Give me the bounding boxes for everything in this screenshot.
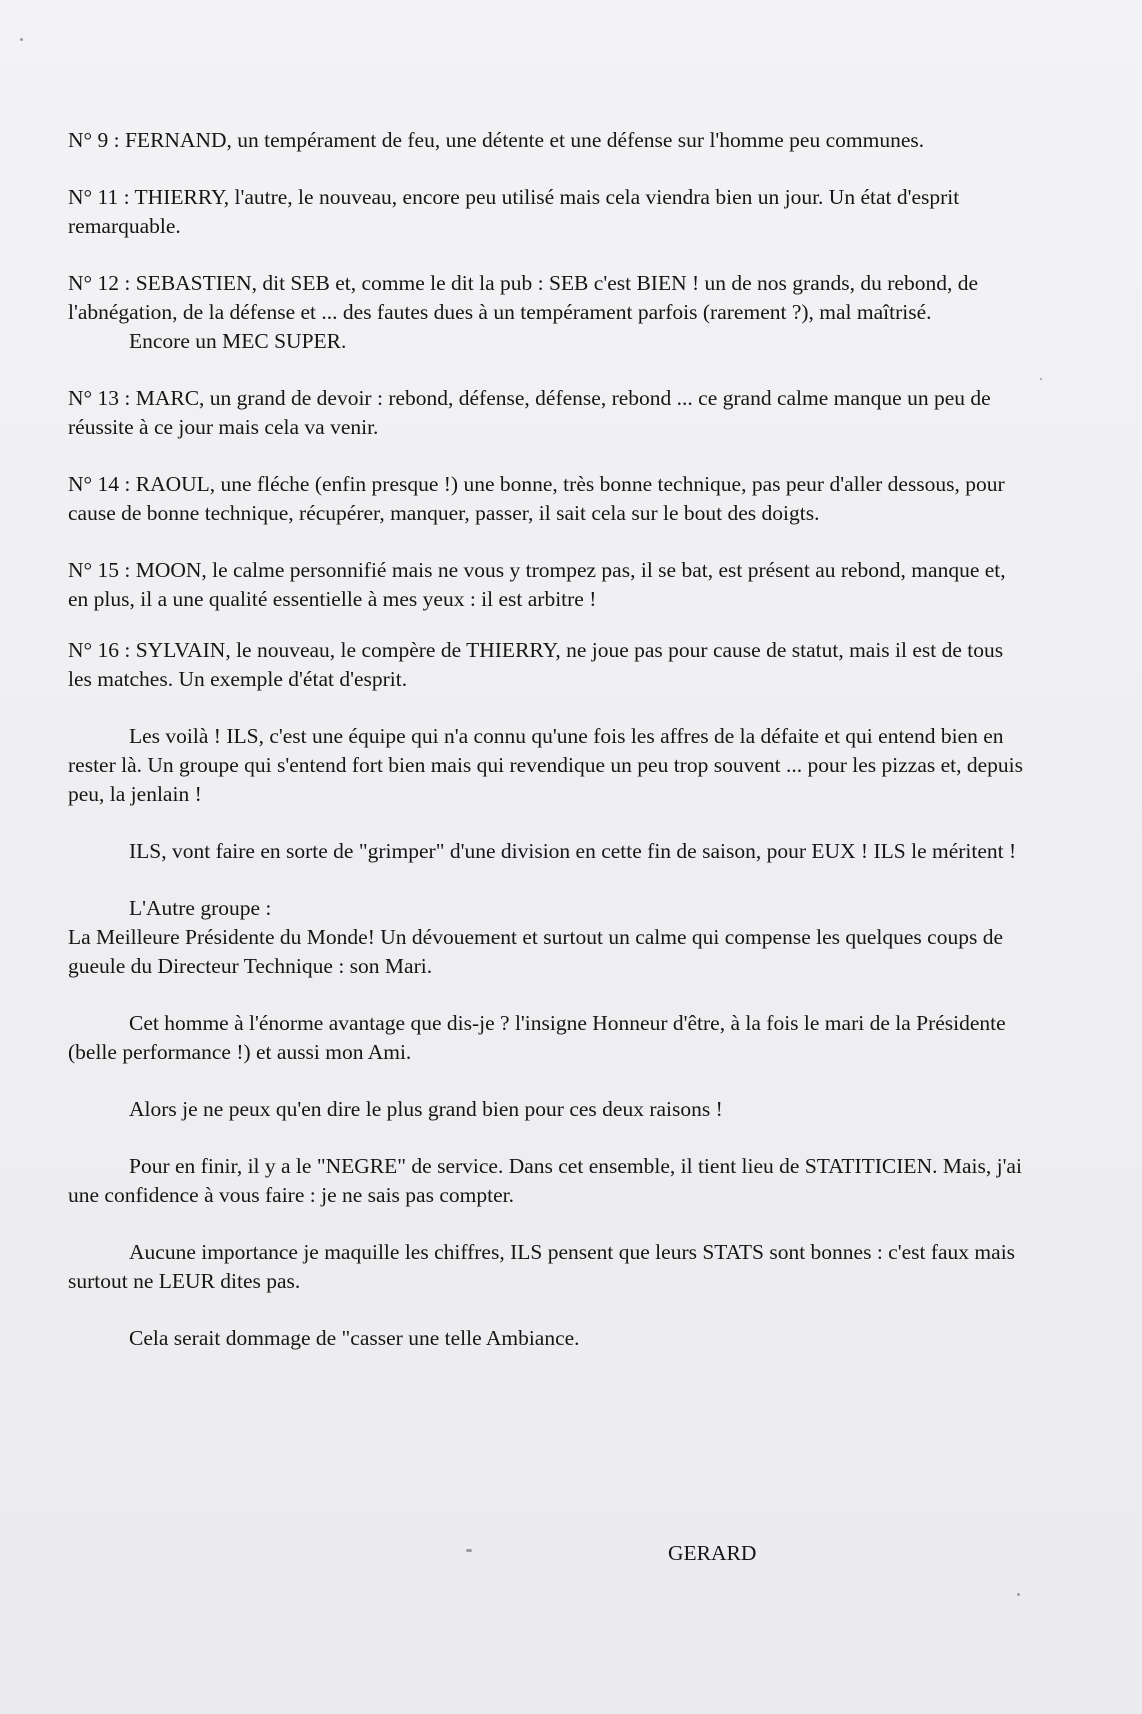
player-11-paragraph: N° 11 : THIERRY, l'autre, le nouveau, encore peu utilisé mais cela viendra bien un jour. Un état d'esprit remarquable.: [68, 185, 960, 238]
statistician-paragraph: Pour en finir, il y a le "NEGRE" de service. Dans cet ensemble, il tient lieu de STATITICIEN. Mais, j'ai une confidence à vous faire : je ne sais pas compter.: [68, 1154, 1022, 1207]
team-summary-paragraph: Les voilà ! ILS, c'est une équipe qui n'a connu qu'une fois les affres de la défaite et qui entend bien en rester là. Un groupe qui s'entend fort bien mais qui revendique un peu trop souvent ... pour les pizzas et, depuis peu, la jenlain !: [68, 724, 1024, 806]
scan-speck: [20, 38, 23, 41]
player-16-paragraph: N° 16 : SYLVAIN, le nouveau, le compère de THIERRY, ne joue pas pour cause de statut, mais il est de tous les matches. Un exemple d'état d'esprit.: [68, 638, 1004, 691]
player-12-followup: Encore un MEC SUPER.: [129, 329, 347, 353]
scan-speck: [1040, 378, 1042, 380]
team-goal-paragraph: ILS, vont faire en sorte de "grimper" d'une division en cette fin de saison, pour EUX ! ILS le méritent !: [129, 839, 1017, 863]
reasons-paragraph: Alors je ne peux qu'en dire le plus grand bien pour ces deux raisons !: [129, 1097, 723, 1121]
player-14-paragraph: N° 14 : RAOUL, une fléche (enfin presque !) une bonne, très bonne technique, pas peur d'aller dessous, pour cause de bonne technique, récupérer, manquer, passer, il sait cela sur le bout des doigts.: [68, 472, 1005, 525]
signature: GERARD: [668, 1541, 757, 1565]
other-group-paragraph: [68, 894, 1028, 981]
other-group-label: L'Autre groupe :: [129, 896, 272, 920]
scan-speck: [1017, 1593, 1020, 1596]
player-13-paragraph: N° 13 : MARC, un grand de devoir : rebond, défense, défense, rebond ... ce grand calme manque un peu de réussite à ce jour mais cela va venir.: [68, 386, 991, 439]
president-text: La Meilleure Présidente du Monde! Un dévouement et surtout un calme qui compense les quelques coups de gueule du Directeur Technique : son Mari.: [68, 925, 1003, 978]
player-9-paragraph: N° 9 : FERNAND, un tempérament de feu, une détente et une défense sur l'homme peu communes.: [68, 128, 925, 152]
player-12-paragraph: [68, 269, 1028, 356]
stats-paragraph: Aucune importance je maquille les chiffres, ILS pensent que leurs STATS sont bonnes : c'est faux mais surtout ne LEUR dites pas.: [68, 1240, 1016, 1293]
husband-paragraph: Cet homme à l'énorme avantage que dis-je ? l'insigne Honneur d'être, à la fois le mari de la Présidente (belle performance !) et aussi mon Ami.: [68, 1011, 1006, 1064]
scan-speck: [466, 1549, 472, 1552]
document-body: [68, 126, 1028, 1381]
closing-paragraph: Cela serait dommage de "casser une telle Ambiance.: [129, 1326, 580, 1350]
player-12-text: N° 12 : SEBASTIEN, dit SEB et, comme le dit la pub : SEB c'est BIEN ! un de nos grands, du rebond, de l'abnégation, de la défense et ... des fautes dues à un tempérament parfois (rarement ?), mal maîtrisé.: [68, 271, 978, 324]
player-15-paragraph: N° 15 : MOON, le calme personnifié mais ne vous y trompez pas, il se bat, est présent au rebond, manque et, en plus, il a une qualité essentielle à mes yeux : il est arbitre !: [68, 558, 1006, 611]
